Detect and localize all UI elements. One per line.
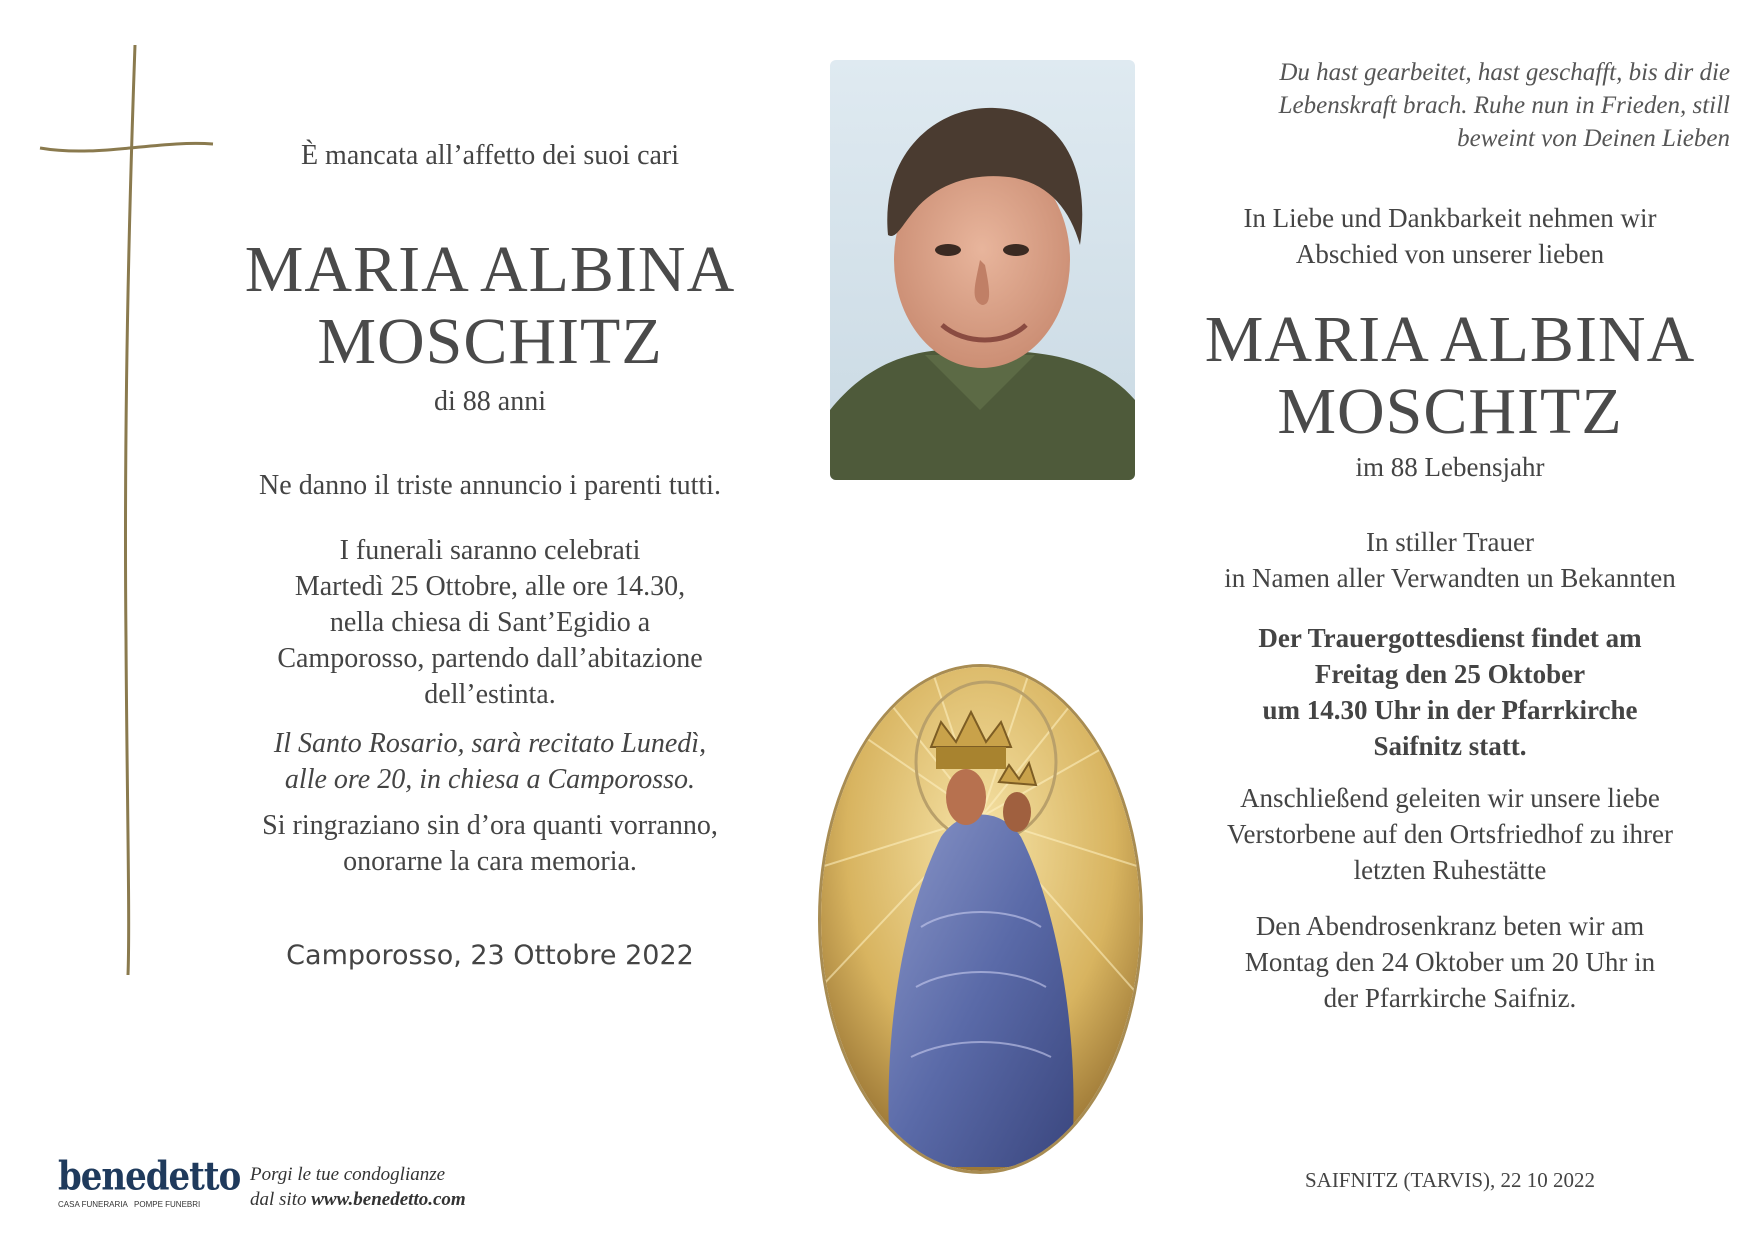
- german-age: im 88 Lebensjahr: [1355, 452, 1545, 482]
- funeral-line: Camporosso, partendo dall’abitazione: [277, 643, 703, 674]
- funeral-line: dell’estinta.: [424, 679, 556, 710]
- madonna-icon: [818, 664, 1143, 1174]
- german-notice: [1170, 0, 1730, 1240]
- funeral-line: Martedì 25 Ottobre, alle ore 14.30,: [294, 571, 686, 602]
- mourning-line: in Namen aller Verwandten un Bekannten: [1224, 563, 1676, 593]
- german-intro: [1170, 200, 1730, 272]
- logo-wordmark: benedetto: [58, 1154, 241, 1200]
- condolence-line: Porgi le tue condoglianze: [250, 1164, 446, 1185]
- mourning-line: In stiller Trauer: [1366, 527, 1534, 557]
- service-line: Saifnitz statt.: [1373, 731, 1527, 761]
- memorial-quote: [1170, 56, 1730, 155]
- rosary-line: Den Abendrosenkranz beten wir am: [1255, 911, 1645, 941]
- quote-line: Lebenskraft brach. Ruhe nun in Frieden, still: [1278, 92, 1730, 119]
- portrait-photo: [830, 60, 1135, 480]
- intro-line: In Liebe und Dankbarkeit nehmen wir: [1243, 203, 1657, 233]
- italian-notice: [200, 0, 780, 1240]
- german-name-last: MOSCHITZ: [1277, 375, 1623, 448]
- website-link[interactable]: www.benedetto.com: [311, 1189, 466, 1210]
- burial-line: Anschließend geleiten wir unsere liebe: [1240, 783, 1660, 813]
- rosary-line: Il Santo Rosario, sarà recitato Lunedì,: [273, 728, 707, 759]
- quote-line: beweint von Deinen Lieben: [1457, 125, 1730, 152]
- benedetto-logo[interactable]: [58, 1154, 241, 1209]
- intro-line: Abschied von unserer lieben: [1295, 239, 1605, 269]
- quote-line: Du hast gearbeitet, hast geschafft, bis dir die: [1279, 59, 1730, 86]
- service-line: Freitag den 25 Oktober: [1314, 659, 1586, 689]
- german-name-first: MARIA ALBINA: [1204, 303, 1696, 376]
- rosary-line: alle ore 20, in chiesa a Camporosso.: [284, 764, 696, 795]
- burial-line: letzten Ruhestätte: [1353, 855, 1547, 885]
- intro-text: È mancata all’affetto dei suoi cari: [300, 140, 680, 171]
- service-line: um 14.30 Uhr in der Pfarrkirche: [1262, 695, 1638, 725]
- condolence-line-2: dal sito www.benedetto.com: [250, 1189, 466, 1210]
- service-line: Der Trauergottesdienst findet am: [1258, 623, 1642, 653]
- german-rosary: [1170, 908, 1730, 1016]
- thanks-text: [200, 808, 780, 880]
- deceased-name-first: MARIA ALBINA: [244, 233, 736, 306]
- funeral-line: nella chiesa di Sant’Egidio a: [329, 607, 651, 638]
- thanks-line: onorarne la cara memoria.: [343, 846, 637, 877]
- logo-subtitle: CASA FUNERARIA POMPE FUNEBRI: [58, 1200, 201, 1209]
- mourning-text: [1170, 524, 1730, 596]
- place-date-italian: Camporosso, 23 Ottobre 2022: [286, 940, 694, 971]
- burial-line: Verstorbene auf den Ortsfriedhof zu ihrer: [1226, 819, 1674, 849]
- thanks-line: Si ringraziano sin d’ora quanti vorranno,: [262, 810, 718, 841]
- condolence-note: [250, 1162, 466, 1212]
- place-date-german: SAIFNITZ (TARVIS), 22 10 2022: [1304, 1168, 1596, 1192]
- burial-details: [1170, 780, 1730, 888]
- rosary-details: [200, 726, 780, 798]
- funeral-details: [200, 533, 780, 713]
- rosary-line: der Pfarrkirche Saifniz.: [1323, 983, 1577, 1013]
- rosary-line: Montag den 24 Oktober um 20 Uhr in: [1244, 947, 1656, 977]
- service-details: [1170, 620, 1730, 764]
- cross-icon: [38, 40, 218, 980]
- funeral-line: I funerali saranno celebrati: [339, 535, 641, 566]
- age-text: di 88 anni: [434, 386, 546, 417]
- announcement-text: Ne danno il triste annuncio i parenti tutti.: [259, 470, 721, 501]
- deceased-name-last: MOSCHITZ: [317, 305, 663, 378]
